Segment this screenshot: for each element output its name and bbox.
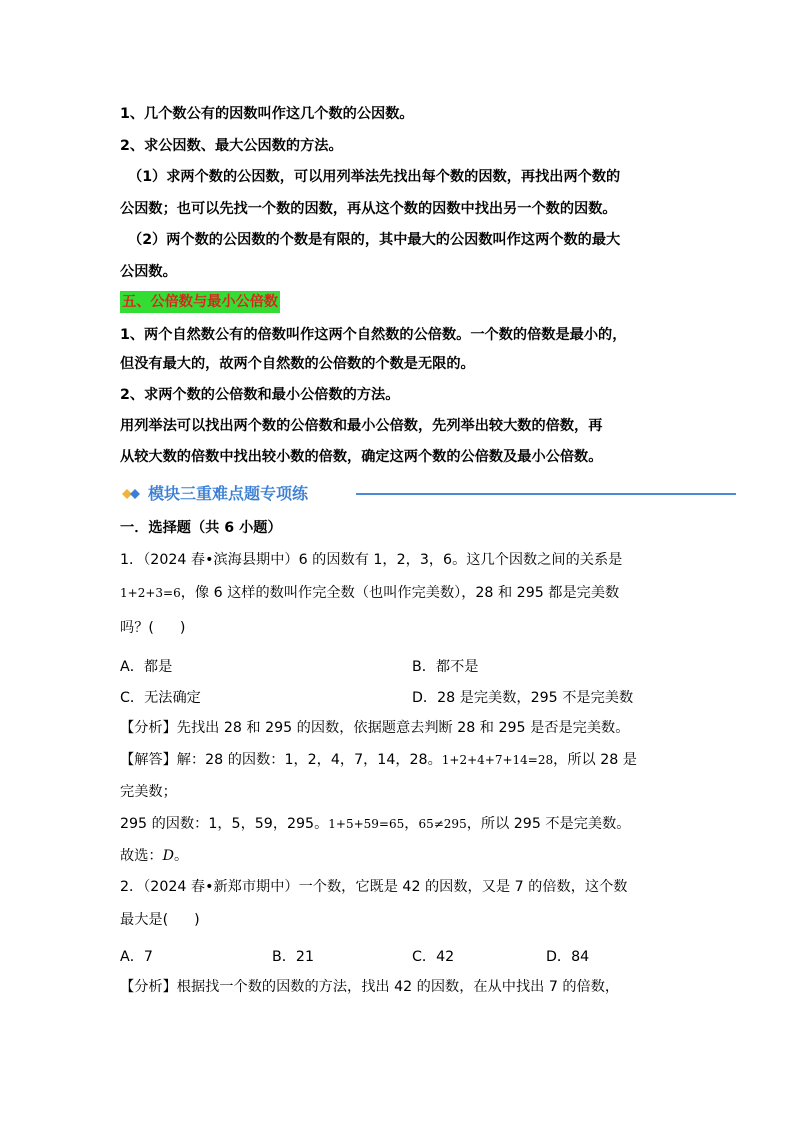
- module-title: 模块三重难点题专项练: [148, 484, 309, 503]
- paragraph: 但没有最大的，故两个自然数的公倍数的个数是无限的。: [120, 356, 475, 372]
- option-b: B．都不是: [412, 659, 479, 675]
- analysis: 【分析】根据找一个数的因数的方法，找出 42 的因数，在从中找出 7 的倍数，: [120, 979, 620, 995]
- paragraph: 公因数；也可以先找一个数的因数，再从这个数的因数中找出另一个数的因数。: [120, 201, 617, 217]
- double-chevron-icon: [120, 486, 142, 502]
- paragraph: 从较大数的倍数中找出较小数的倍数，确定这两个数的公倍数及最小公倍数。: [120, 449, 603, 465]
- paragraph: 1、两个自然数公有的倍数叫作这两个自然数的公倍数。一个数的倍数是最小的，: [120, 327, 627, 343]
- option-c: C．无法确定: [120, 690, 201, 706]
- analysis: 【分析】先找出 28 和 295 的因数，依据题意去判断 28 和 295 是否是完美数。: [120, 720, 630, 736]
- option-c: C．42: [412, 949, 455, 965]
- paragraph: 2、求公因数、最大公因数的方法。: [120, 138, 343, 154]
- paragraph: 公因数。: [120, 264, 177, 280]
- answer: 【解答】解：28 的因数：1，2，4，7，14，28。1+2+4+7+14=28，所以 28 是: [120, 752, 637, 768]
- option-d: D．84: [546, 949, 590, 965]
- section-heading: 五、公倍数与最小公倍数: [120, 291, 280, 313]
- question-1-text: 吗？( ): [120, 620, 186, 636]
- answer: 故选：D。: [120, 848, 189, 864]
- answer: 完美数；: [120, 784, 177, 800]
- paragraph: 2、求两个数的公倍数和最小公倍数的方法。: [120, 387, 400, 403]
- option-b: B．21: [272, 949, 314, 965]
- paragraph: （2）两个数的公因数的个数是有限的，其中最大的公因数叫作这两个数的最大: [128, 232, 621, 248]
- answer: 295 的因数：1，5，59，295。1+5+59=65，65≠295，所以 295 不是完美数。: [120, 816, 631, 832]
- question-1-text: 1．（2024 春•滨海县期中）6 的因数有 1，2，3，6。这几个因数之间的关系是: [120, 552, 623, 568]
- question-2-text: 2．（2024 春•新郑市期中）一个数，它既是 42 的因数，又是 7 的倍数，这个数: [120, 879, 628, 895]
- paragraph: 1、几个数公有的因数叫作这几个数的公因数。: [120, 106, 414, 122]
- option-a: A．7: [120, 949, 153, 965]
- option-a: A．都是: [120, 659, 173, 675]
- divider: [356, 493, 736, 495]
- question-1-text: 1+2+3=6，像 6 这样的数叫作完全数（也叫作完美数），28 和 295 都是完美数: [120, 585, 620, 601]
- paragraph: （1）求两个数的公因数，可以用列举法先找出每个数的因数，再找出两个数的: [128, 169, 621, 185]
- option-d: D．28 是完美数，295 不是完美数: [412, 690, 634, 706]
- paragraph: 用列举法可以找出两个数的公倍数和最小公倍数，先列举出较大数的倍数，再: [120, 418, 603, 434]
- math-expression: 1+2+3=6: [120, 586, 181, 600]
- question-section-header: 一．选择题（共 6 小题）: [120, 520, 282, 536]
- question-2-text: 最大是( ): [120, 912, 200, 928]
- module-header: [120, 482, 620, 506]
